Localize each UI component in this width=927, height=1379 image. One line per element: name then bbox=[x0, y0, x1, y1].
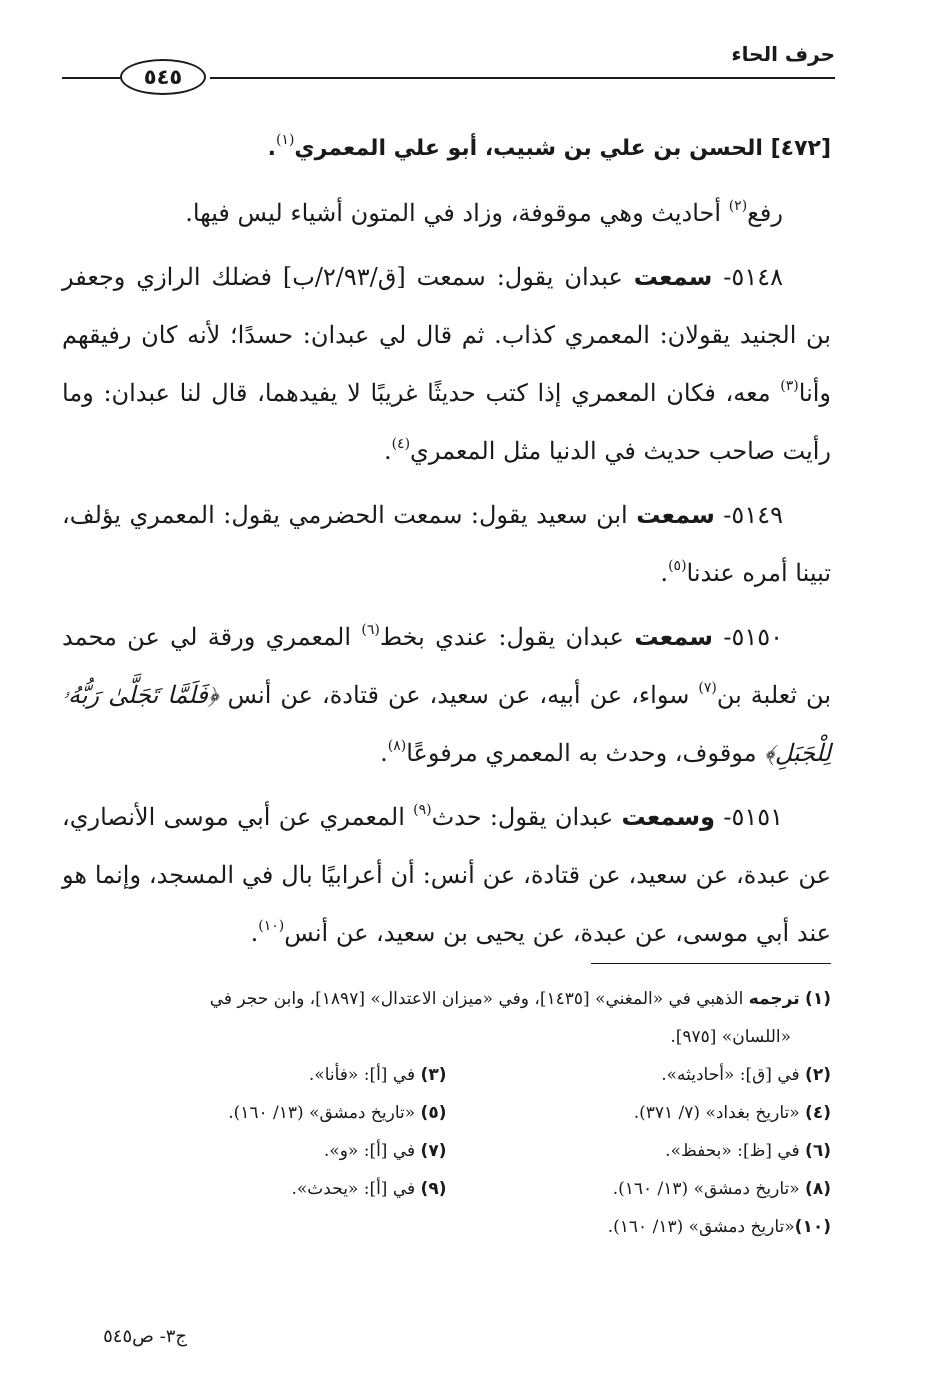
footnote-text: الذهبي في «المغني» [١٤٣٥]، وفي «ميزان الاعتدال» [١٨٩٧]، وابن حجر في bbox=[209, 989, 749, 1009]
footnote-ref: (٧) bbox=[698, 680, 717, 696]
narration-text: . bbox=[380, 739, 388, 767]
footnote-6 bbox=[447, 1132, 832, 1170]
narration-keyword: سمعت bbox=[634, 623, 713, 651]
footnote-8 bbox=[447, 1170, 832, 1208]
entry-name: الحسن بن علي بن شبيب، أبو علي المعمري bbox=[294, 136, 763, 161]
footnote-text: «تاريخ دمشق» (١٣/ ١٦٠). bbox=[228, 1103, 421, 1123]
footnote-1-continued: «اللسان» [٩٧٥]. bbox=[670, 1027, 791, 1047]
entry-description bbox=[62, 184, 831, 242]
footnote-text: «تاريخ دمشق» (١٣/ ١٦٠). bbox=[612, 1179, 806, 1199]
footnotes bbox=[62, 980, 831, 1246]
footnote-rule bbox=[591, 963, 831, 964]
footnote-ref: (٥) bbox=[668, 558, 687, 574]
narration-5149 bbox=[62, 486, 831, 602]
footnote-row bbox=[62, 1208, 831, 1246]
narration-text: المعمري ورقة لي عن محمد بن ثعلبة بن bbox=[62, 623, 831, 709]
footnote-ref: (١٠) bbox=[258, 918, 285, 934]
footnote-text: في [أ]: «يحدث». bbox=[291, 1179, 421, 1199]
footnote-1 bbox=[62, 980, 831, 1018]
footnote-ref: (٦) bbox=[361, 622, 380, 638]
narration-number: ٥١٥١- bbox=[715, 803, 783, 831]
footnote-row bbox=[62, 1170, 831, 1208]
narration-text: . bbox=[660, 559, 669, 587]
footnote-number: (٨) bbox=[805, 1179, 831, 1199]
narration-text: عبدان يقول: حدث bbox=[431, 803, 622, 831]
page-number-badge: ٥٤٥ bbox=[120, 59, 206, 95]
entry-heading bbox=[62, 118, 831, 178]
page-reference: ج٣- ص٥٤٥ bbox=[103, 1326, 187, 1347]
footnote-10 bbox=[447, 1208, 832, 1246]
footnote-text: في [ظ]: «بحفظ». bbox=[665, 1141, 806, 1161]
narration-text: معه، فكان المعمري إذا كتب حديثًا غريبًا لا يفيدهما، قال لنا عبدان: وما رأيت صاحب حديث في الدنيا مثل المعمري bbox=[62, 379, 831, 465]
narration-keyword: سمعت bbox=[633, 263, 713, 291]
footnote-text: «تاريخ دمشق» (١٣/ ١٦٠). bbox=[607, 1217, 795, 1237]
narration-text: المعمري عن أبي موسى الأنصاري، عن عبدة، عن سعيد، عن قتادة، عن أنس: أن أعرابيًا بال في المسجد، وإنما هو عند أبي موسى، عن عبدة، عن يحيى بن سعيد، عن أنس bbox=[62, 803, 831, 947]
chapter-title: حرف الحاء bbox=[731, 42, 835, 66]
footnote-keyword: ترجمه bbox=[748, 989, 800, 1009]
footnote-number: (١) bbox=[805, 989, 831, 1009]
footnote-number: (٤) bbox=[805, 1103, 831, 1123]
narration-text: عبدان يقول: سمعت [ق/٢/٩٣/ب] فضلك الرازي وجعفر بن الجنيد يقولان: المعمري كذاب. ثم قال لي عبدان: حسدًا؛ لأنه كان رفيقهم وأنا bbox=[62, 263, 831, 407]
narration-5150 bbox=[62, 608, 831, 782]
narration-text: . bbox=[383, 437, 392, 465]
narration-text: . bbox=[250, 919, 259, 947]
narration-number: ٥١٥٠- bbox=[712, 623, 783, 651]
quran-verse: ﴿فَلَمَّا تَجَلَّىٰ رَبُّهُۥ لِلْجَبَلِ﴾ bbox=[62, 681, 831, 767]
footnote-ref: (١) bbox=[275, 132, 295, 148]
header-rule bbox=[210, 77, 835, 79]
footnote-9 bbox=[62, 1170, 447, 1208]
footnote-text: في [ق]: «أحاديثه». bbox=[661, 1065, 806, 1085]
footnote-ref: (٨) bbox=[387, 738, 407, 754]
footnote-text: «تاريخ بغداد» (٧/ ٣٧١). bbox=[633, 1103, 806, 1123]
narration-number: ٥١٤٩- bbox=[714, 501, 783, 529]
footnote-ref: (٤) bbox=[391, 436, 411, 452]
narration-text: ابن سعيد يقول: سمعت الحضرمي يقول: المعمري يؤلف، تبينا أمره عندنا bbox=[62, 501, 831, 587]
narration-text: سواء، عن أبيه، عن سعيد، عن قتادة، عن أنس bbox=[218, 681, 699, 709]
header-rule-left bbox=[62, 77, 120, 79]
footnote-2 bbox=[447, 1056, 832, 1094]
footnote-text: في [أ]: «فأنا». bbox=[308, 1065, 421, 1085]
main-text bbox=[62, 118, 831, 968]
footnote-row bbox=[62, 1132, 831, 1170]
narration-5148 bbox=[62, 248, 831, 480]
footnote-number: (٧) bbox=[420, 1141, 447, 1161]
footnote-number: (٣) bbox=[420, 1065, 447, 1085]
narration-text: موقوف، وحدث به المعمري مرفوعًا bbox=[406, 739, 765, 767]
description-text: أحاديث وهي موقوفة، وزاد في المتون أشياء ليس فيها. bbox=[185, 199, 729, 227]
footnote-text: في [أ]: «و». bbox=[323, 1141, 421, 1161]
footnote-row bbox=[62, 1094, 831, 1132]
footnote-number: (٥) bbox=[420, 1103, 447, 1123]
description-text: رفع bbox=[747, 199, 783, 227]
footnote-number: (٩) bbox=[420, 1179, 447, 1199]
footnote-number: (٦) bbox=[805, 1141, 831, 1161]
narration-number: ٥١٤٨- bbox=[712, 263, 783, 291]
footnote-7 bbox=[62, 1132, 447, 1170]
footnote-row bbox=[62, 1056, 831, 1094]
narration-text: عبدان يقول: عندي بخط bbox=[379, 623, 635, 651]
footnote-4 bbox=[447, 1094, 832, 1132]
narration-5151 bbox=[62, 788, 831, 962]
narration-keyword: سمعت bbox=[636, 501, 715, 529]
footnote-number: (١٠) bbox=[794, 1217, 831, 1237]
narration-keyword: وسمعت bbox=[621, 803, 716, 831]
footnote-3 bbox=[62, 1056, 447, 1094]
entry-id: [٤٧٢] bbox=[770, 136, 831, 161]
footnote-5 bbox=[62, 1094, 447, 1132]
entry-end: . bbox=[267, 136, 276, 161]
footnote-number: (٢) bbox=[805, 1065, 831, 1085]
footnote-ref: (٩) bbox=[413, 802, 432, 818]
footnote-ref: (٢) bbox=[728, 198, 748, 214]
footnote-ref: (٣) bbox=[780, 378, 799, 394]
